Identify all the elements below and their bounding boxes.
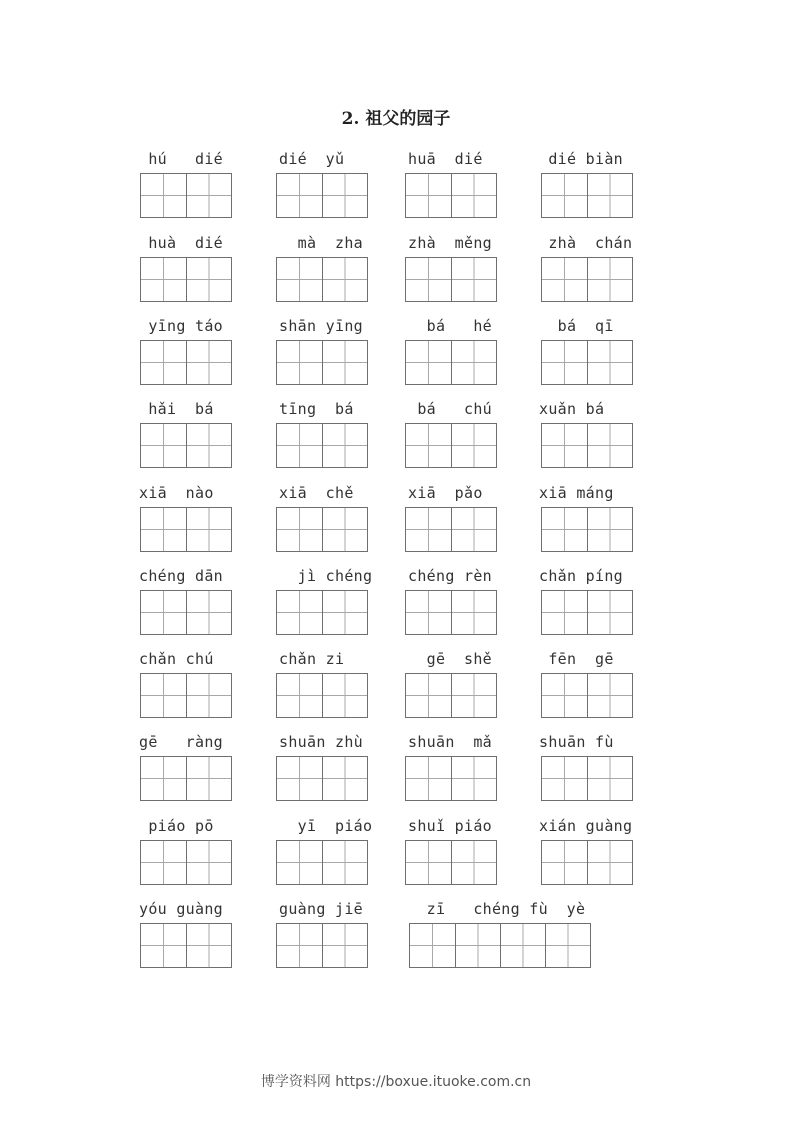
tianzige-cell[interactable] — [406, 841, 451, 884]
tianzige-cell[interactable] — [277, 674, 322, 717]
tianzige-cell[interactable] — [141, 841, 186, 884]
writing-grid[interactable] — [140, 423, 232, 468]
tianzige-cell[interactable] — [186, 258, 231, 301]
pinyin-label: hú dié — [139, 150, 223, 168]
tianzige-cell[interactable] — [542, 341, 587, 384]
pinyin-label: xiā pǎo — [408, 484, 483, 502]
pinyin-label: yī piáo — [279, 817, 373, 835]
tianzige-cell[interactable] — [277, 924, 322, 967]
tianzige-cell[interactable] — [277, 841, 322, 884]
pinyin-label: chǎn píng — [539, 567, 623, 585]
tianzige-cell[interactable] — [587, 757, 632, 800]
writing-grid[interactable] — [276, 257, 368, 302]
pinyin-label: dié yǔ — [279, 150, 345, 168]
writing-grid[interactable] — [140, 173, 232, 218]
writing-grid[interactable] — [405, 423, 497, 468]
writing-grid[interactable] — [541, 423, 633, 468]
tianzige-cell[interactable] — [542, 591, 587, 634]
pinyin-label: chéng dān — [139, 567, 223, 585]
pinyin-label: hǎi bá — [139, 400, 214, 418]
tianzige-cell[interactable] — [587, 508, 632, 551]
tianzige-cell[interactable] — [587, 258, 632, 301]
pinyin-label: huà dié — [139, 234, 223, 252]
tianzige-cell[interactable] — [186, 757, 231, 800]
tianzige-cell[interactable] — [322, 674, 367, 717]
tianzige-cell[interactable] — [451, 841, 496, 884]
writing-grid[interactable] — [405, 507, 497, 552]
tianzige-cell[interactable] — [277, 424, 322, 467]
tianzige-cell[interactable] — [406, 757, 451, 800]
pinyin-label: xiā chě — [279, 484, 354, 502]
tianzige-cell[interactable] — [186, 591, 231, 634]
tianzige-cell[interactable] — [542, 757, 587, 800]
tianzige-cell[interactable] — [141, 508, 186, 551]
pinyin-label: yīng táo — [139, 317, 223, 335]
tianzige-cell[interactable] — [141, 591, 186, 634]
exercise-row — [0, 400, 792, 470]
pinyin-label: chéng rèn — [408, 567, 492, 585]
tianzige-cell[interactable] — [322, 258, 367, 301]
writing-grid[interactable] — [276, 173, 368, 218]
exercise-row — [0, 900, 792, 970]
tianzige-cell[interactable] — [186, 424, 231, 467]
pinyin-label: tīng bá — [279, 400, 354, 418]
footer-source: 博学资料网 https://boxue.ituoke.com.cn — [260, 1074, 532, 1090]
exercise-row — [0, 484, 792, 554]
tianzige-cell[interactable] — [451, 258, 496, 301]
tianzige-cell[interactable] — [451, 341, 496, 384]
tianzige-cell[interactable] — [542, 424, 587, 467]
tianzige-cell[interactable] — [277, 508, 322, 551]
writing-grid[interactable] — [541, 590, 633, 635]
writing-grid[interactable] — [541, 756, 633, 801]
tianzige-cell[interactable] — [186, 341, 231, 384]
tianzige-cell[interactable] — [141, 674, 186, 717]
tianzige-cell[interactable] — [500, 924, 545, 967]
pinyin-label: dié biàn — [539, 150, 623, 168]
tianzige-cell[interactable] — [587, 591, 632, 634]
tianzige-cell[interactable] — [322, 841, 367, 884]
tianzige-cell[interactable] — [406, 508, 451, 551]
writing-grid[interactable] — [276, 673, 368, 718]
pinyin-label: xuǎn bá — [539, 400, 605, 418]
writing-grid[interactable] — [405, 173, 497, 218]
tianzige-cell[interactable] — [406, 424, 451, 467]
pinyin-label: xián guàng — [539, 817, 633, 835]
tianzige-cell[interactable] — [451, 757, 496, 800]
tianzige-cell[interactable] — [141, 757, 186, 800]
tianzige-cell[interactable] — [406, 174, 451, 217]
tianzige-cell[interactable] — [322, 757, 367, 800]
pinyin-label: jì chéng — [279, 567, 373, 585]
pinyin-label: bá chú — [408, 400, 492, 418]
tianzige-cell[interactable] — [542, 174, 587, 217]
writing-grid[interactable] — [276, 507, 368, 552]
pinyin-label: shān yīng — [279, 317, 363, 335]
tianzige-cell[interactable] — [141, 258, 186, 301]
pinyin-label: bá hé — [408, 317, 492, 335]
writing-grid[interactable] — [276, 923, 368, 968]
writing-grid[interactable] — [405, 590, 497, 635]
tianzige-cell[interactable] — [587, 841, 632, 884]
writing-grid[interactable] — [541, 173, 633, 218]
tianzige-cell[interactable] — [587, 341, 632, 384]
pinyin-label: gē ràng — [139, 733, 223, 751]
tianzige-cell[interactable] — [451, 591, 496, 634]
exercise-row — [0, 567, 792, 637]
tianzige-cell[interactable] — [322, 591, 367, 634]
tianzige-cell[interactable] — [322, 424, 367, 467]
pinyin-label: shuān mǎ — [408, 733, 492, 751]
writing-grid[interactable] — [541, 840, 633, 885]
tianzige-cell[interactable] — [542, 674, 587, 717]
exercise-row — [0, 317, 792, 387]
writing-grid[interactable] — [541, 507, 633, 552]
pinyin-label: yóu guàng — [139, 900, 223, 918]
writing-grid[interactable] — [405, 673, 497, 718]
tianzige-cell[interactable] — [141, 924, 186, 967]
pinyin-label: zī chéng fù yè — [408, 900, 586, 918]
writing-grid[interactable] — [541, 673, 633, 718]
writing-grid[interactable] — [541, 340, 633, 385]
writing-grid[interactable] — [541, 257, 633, 302]
pinyin-label: zhà chán — [539, 234, 633, 252]
writing-grid[interactable] — [276, 423, 368, 468]
pinyin-label: gē shě — [408, 650, 492, 668]
tianzige-cell[interactable] — [451, 508, 496, 551]
tianzige-cell[interactable] — [186, 841, 231, 884]
writing-grid[interactable] — [140, 590, 232, 635]
tianzige-cell[interactable] — [587, 424, 632, 467]
writing-grid[interactable] — [276, 840, 368, 885]
tianzige-cell[interactable] — [186, 174, 231, 217]
pinyin-label: shuān fù — [539, 733, 614, 751]
tianzige-cell[interactable] — [277, 757, 322, 800]
tianzige-cell[interactable] — [277, 258, 322, 301]
writing-grid[interactable] — [276, 340, 368, 385]
pinyin-label: zhà měng — [408, 234, 492, 252]
pinyin-label: chǎn chú — [139, 650, 214, 668]
tianzige-cell[interactable] — [322, 174, 367, 217]
pinyin-label: fēn gē — [539, 650, 614, 668]
writing-grid[interactable] — [140, 840, 232, 885]
tianzige-cell[interactable] — [587, 174, 632, 217]
writing-grid[interactable] — [276, 590, 368, 635]
pinyin-label: guàng jiē — [279, 900, 363, 918]
tianzige-cell[interactable] — [455, 924, 500, 967]
writing-grid[interactable] — [405, 756, 497, 801]
tianzige-cell[interactable] — [186, 508, 231, 551]
tianzige-cell[interactable] — [186, 924, 231, 967]
writing-grid[interactable] — [276, 756, 368, 801]
pinyin-label: chǎn zi — [279, 650, 345, 668]
pinyin-label: bá qī — [539, 317, 614, 335]
tianzige-cell[interactable] — [322, 341, 367, 384]
tianzige-cell[interactable] — [277, 591, 322, 634]
pinyin-label: huā dié — [408, 150, 483, 168]
writing-grid[interactable] — [140, 257, 232, 302]
pinyin-label: shuān zhù — [279, 733, 363, 751]
tianzige-cell[interactable] — [542, 841, 587, 884]
writing-grid[interactable] — [140, 923, 232, 968]
pinyin-label: xiā máng — [539, 484, 614, 502]
pinyin-label: xiā nào — [139, 484, 214, 502]
tianzige-cell[interactable] — [542, 508, 587, 551]
writing-grid[interactable] — [405, 340, 497, 385]
exercise-row — [0, 817, 792, 887]
writing-grid[interactable] — [409, 923, 591, 968]
tianzige-cell[interactable] — [141, 424, 186, 467]
tianzige-cell[interactable] — [545, 924, 590, 967]
writing-grid[interactable] — [405, 257, 497, 302]
tianzige-cell[interactable] — [186, 674, 231, 717]
pinyin-label: piáo pō — [139, 817, 214, 835]
exercise-row — [0, 733, 792, 803]
page-title: 2. 祖父的园子 — [341, 109, 451, 129]
pinyin-label: mà zha — [279, 234, 363, 252]
tianzige-cell[interactable] — [451, 424, 496, 467]
tianzige-cell[interactable] — [141, 174, 186, 217]
writing-grid[interactable] — [140, 507, 232, 552]
tianzige-cell[interactable] — [410, 924, 455, 967]
tianzige-cell[interactable] — [406, 674, 451, 717]
tianzige-cell[interactable] — [406, 591, 451, 634]
tianzige-cell[interactable] — [451, 174, 496, 217]
tianzige-cell[interactable] — [322, 924, 367, 967]
tianzige-cell[interactable] — [406, 258, 451, 301]
tianzige-cell[interactable] — [277, 341, 322, 384]
writing-grid[interactable] — [140, 673, 232, 718]
tianzige-cell[interactable] — [277, 174, 322, 217]
tianzige-cell[interactable] — [451, 674, 496, 717]
exercise-row — [0, 650, 792, 720]
exercise-row — [0, 150, 792, 220]
tianzige-cell[interactable] — [141, 341, 186, 384]
tianzige-cell[interactable] — [587, 674, 632, 717]
tianzige-cell[interactable] — [322, 508, 367, 551]
writing-grid[interactable] — [140, 340, 232, 385]
pinyin-label: shuǐ piáo — [408, 817, 492, 835]
exercise-row — [0, 234, 792, 304]
writing-grid[interactable] — [405, 840, 497, 885]
tianzige-cell[interactable] — [542, 258, 587, 301]
tianzige-cell[interactable] — [406, 341, 451, 384]
writing-grid[interactable] — [140, 756, 232, 801]
